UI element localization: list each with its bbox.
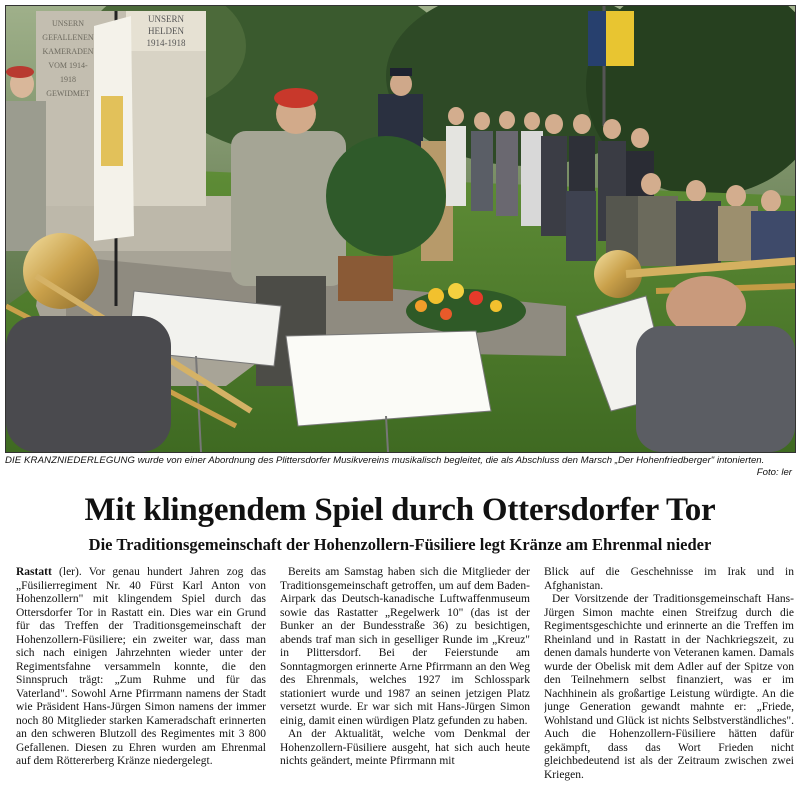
headline: Mit klingendem Spiel durch Ottersdorfer Tor	[84, 492, 716, 528]
photo-credit: Foto: ler	[756, 466, 792, 478]
paragraph: An der Aktualität, welche vom Denkmal der Hohenzollern-Füsiliere ausgeht, hat sich auch heute nichts geändert, meinte Pfirrmann mit	[280, 728, 530, 767]
article-column-1	[16, 566, 266, 798]
photo-caption	[5, 455, 794, 478]
subheadline: Die Traditionsgemeinschaft der Hohenzollern-Füsiliere legt Kränze am Ehrenmal nieder	[88, 535, 712, 554]
svg-text:GEFALLENEN: GEFALLENEN	[42, 33, 94, 42]
paragraph-text: (ler). Vor genau hundert Jahren zog das „Füsilierregiment Nr. 40 Fürst Karl Anton von Hohenzollern" mit klingendem Spiel durch das Ottersdorfer Tor in Rastatt ein. Dies war ein Grund für das Treffen der Traditionsgemeinschaft der Hohenzollern-Füsiliere; ein zweiter war, dass man sich nach einigen Jahrzehnten wieder unter der Regimentsfahne versammeln konnte, die den Sinnspruch trägt: „Zum Ruhme und für das Vaterland". Sowohl Arne Pfirrmann namens der Stadt wie Präsident Hans-Jürgen Simon namens der immer noch 80 Mitglieder starken Kameradschaft erinnerten an den schweren Blutzoll des Regimentes mit 3 800 Gefallenen. Diesen zu Ehren wurden am Ehrenmal auf dem Röttererberg Kränze niedergelegt.	[16, 566, 266, 767]
svg-text:1918: 1918	[60, 75, 76, 84]
article-body	[16, 566, 794, 798]
wreath-ceremony-photo	[6, 6, 795, 452]
svg-text:UNSERN: UNSERN	[51, 19, 85, 28]
paragraph: Der Vorsitzende der Traditionsgemeinschaft Hans-Jürgen Simon machte einen Streifzug durch die Regimentsgeschichte und erinnerte an die Treffen im Rheinland und in Rastatt in der Nachkriegszeit, zu denen damals hunderte von Veteranen kamen. Damals wurde der Obelisk mit dem Adler auf der Spitze von den Teilnehmern selbst finanziert, was er im Nachhinein als großartige Leistung würdigte. An die junge Generation gewandt mahnte er: „Friede, Wohlstand und Glück ist nichts Selbstverständliches". Auch die Hohenzollern-Füsiliere hätten dafür gekämpft, dass das Wort Frieden nicht gleichbedeutend ist als der Zeitraum zwischen zwei Kriegen.	[544, 593, 794, 781]
svg-text:KAMERADEN: KAMERADEN	[42, 47, 94, 56]
svg-text:VOM 1914-: VOM 1914-	[48, 61, 88, 70]
svg-text:GEWIDMET: GEWIDMET	[46, 89, 90, 98]
dateline: Rastatt	[16, 566, 52, 578]
caption-lead: DIE KRANZNIEDERLEGUNG	[5, 455, 136, 466]
caption-text: wurde von einer Abordnung des Plittersdorfer Musikvereins musikalisch begleitet, die als Abschluss den Marsch „Der Hohenfriedberger" intonierten.	[135, 455, 765, 466]
paragraph: Bereits am Samstag haben sich die Mitglieder der Traditionsgemeinschaft getroffen, um auf dem Baden-Airpark das Deutsch-kanadische Luftwaffenmuseum sowie das Rastatter „Regelwerk 10" (das ist der Bunker an der Bundesstraße 36) zu besichtigen, abends traf man sich in geselliger Runde im „Kreuz" in Plittersdorf. Bei der Feierstunde am Sonntagmorgen erinnerte Arne Pfirrmann an den Weg des Ehrenmals, welches 1927 im Schlosspark stationiert wurde und 1987 an seinen jetzigen Platz versetzt wurde. Er war sich mit Hans-Jürgen Simon einig, damit einen würdigen Platz gefunden zu haben.	[280, 566, 530, 727]
svg-text:UNSERN: UNSERN	[147, 14, 185, 24]
article-column-3	[544, 566, 794, 798]
svg-text:HELDEN: HELDEN	[148, 26, 184, 36]
article-photo	[5, 5, 796, 453]
paragraph: Blick auf die Geschehnisse im Irak und in Afghanistan.	[544, 566, 794, 592]
svg-text:1914-1918: 1914-1918	[146, 38, 186, 48]
article-column-2	[280, 566, 530, 798]
paragraph	[16, 566, 266, 769]
